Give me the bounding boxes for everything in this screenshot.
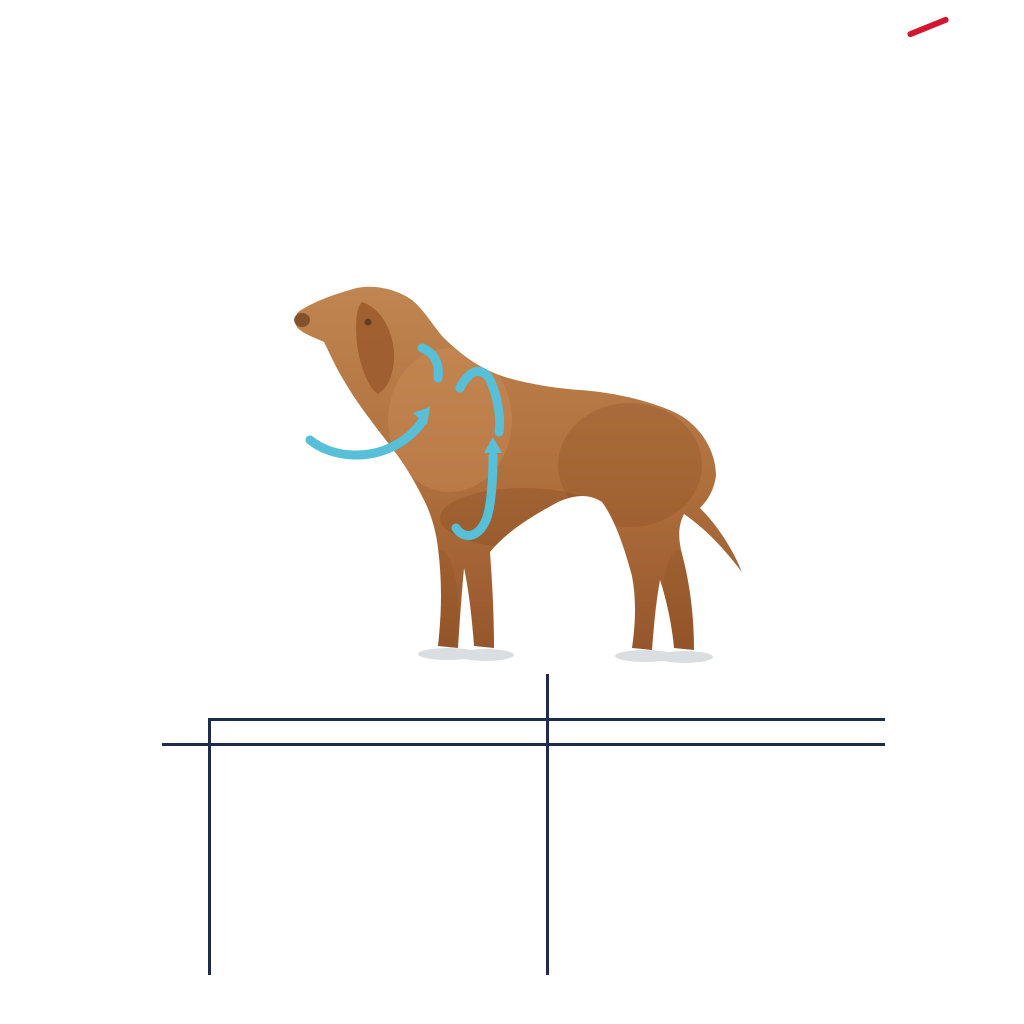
dog-eye bbox=[365, 319, 372, 326]
dog-nose bbox=[294, 313, 310, 327]
table-center-divider bbox=[546, 674, 549, 975]
dog-measurement-illustration bbox=[280, 280, 760, 675]
halti-logo bbox=[852, 0, 1014, 76]
unit-row bbox=[162, 718, 885, 746]
table-label-divider bbox=[208, 718, 211, 975]
size-table bbox=[162, 674, 885, 975]
paw-shadows bbox=[418, 648, 713, 663]
table-column-headers bbox=[162, 680, 885, 718]
halti-logo-strike bbox=[906, 16, 949, 38]
